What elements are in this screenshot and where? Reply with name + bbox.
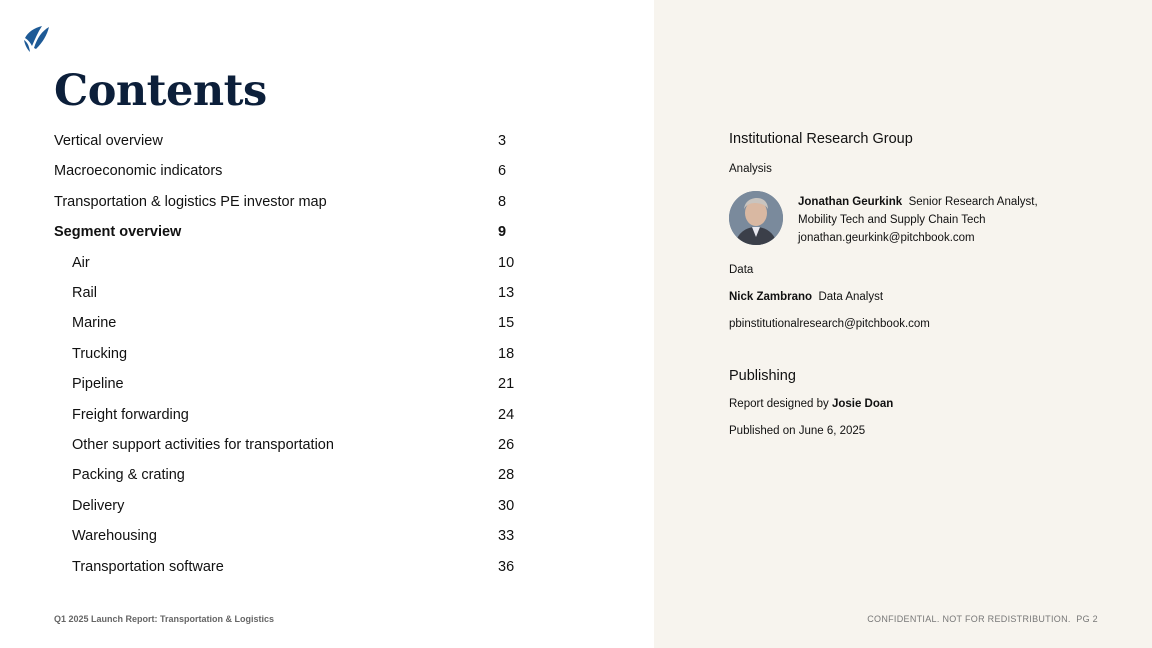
toc-label: Transportation software	[72, 558, 224, 575]
footer-confidential: CONFIDENTIAL. NOT FOR REDISTRIBUTION. PG 2	[867, 614, 1098, 624]
data-analyst-name: Nick Zambrano	[729, 291, 813, 303]
research-group-heading: Institutional Research Group	[729, 131, 913, 147]
toc-label: Air	[72, 254, 90, 271]
designed-by-line	[729, 398, 893, 410]
analysis-label: Analysis	[729, 163, 772, 175]
group-email[interactable]: pbinstitutionalresearch@pitchbook.com	[729, 318, 930, 330]
footer-report-title: Q1 2025 Launch Report: Transportation & Logistics	[54, 614, 275, 624]
toc-page-number: 30	[498, 497, 515, 514]
pitchbook-logo-icon	[22, 24, 50, 54]
toc-label: Rail	[72, 285, 97, 301]
toc-page-number: 10	[498, 254, 515, 271]
published-date: Published on June 6, 2025	[729, 425, 866, 437]
toc-page-number: 9	[498, 224, 507, 241]
analyst-title: Senior Research Analyst,	[908, 196, 1038, 208]
toc-label: Trucking	[72, 345, 128, 362]
toc-row[interactable]	[54, 373, 514, 395]
toc-row[interactable]	[54, 312, 514, 334]
toc-page-number: 13	[498, 285, 515, 301]
toc-page-number: 24	[498, 406, 515, 423]
toc-label: Freight forwarding	[72, 406, 189, 423]
toc-row[interactable]	[54, 404, 514, 426]
toc-page-number: 33	[498, 528, 515, 545]
toc-label: Packing & crating	[72, 467, 185, 484]
analyst-title-line2: Mobility Tech and Supply Chain Tech	[798, 214, 986, 226]
toc-row[interactable]	[54, 282, 514, 304]
toc-label: Transportation & logistics PE investor map	[54, 193, 327, 210]
publishing-heading: Publishing	[729, 368, 796, 384]
toc-page-number: 21	[498, 376, 515, 393]
analyst-name: Jonathan Geurkink	[798, 196, 903, 208]
toc-page-number: 36	[498, 558, 515, 575]
designed-by-prefix: Report designed by	[729, 398, 829, 410]
toc-row[interactable]	[54, 495, 514, 517]
toc-label: Macroeconomic indicators	[54, 163, 223, 180]
toc-label: Other support activities for transportation	[72, 437, 334, 453]
toc-row[interactable]	[54, 343, 514, 365]
analyst-avatar	[729, 191, 783, 245]
toc-page-number: 28	[498, 467, 515, 484]
toc-label: Vertical overview	[54, 133, 163, 149]
toc-label: Warehousing	[72, 528, 157, 545]
toc-row[interactable]	[54, 221, 514, 243]
toc-row[interactable]	[54, 434, 514, 456]
toc-row[interactable]	[54, 556, 514, 578]
toc-label: Pipeline	[72, 376, 124, 393]
toc-label: Marine	[72, 315, 117, 332]
toc-page-number: 26	[498, 437, 515, 453]
data-analyst-title: Data Analyst	[818, 291, 884, 303]
toc-row[interactable]	[54, 252, 514, 274]
toc-label: Segment overview	[54, 224, 182, 241]
toc-page-number: 15	[498, 315, 515, 332]
toc-page-number: 3	[498, 133, 507, 149]
designer-name: Josie Doan	[831, 398, 894, 410]
toc-row[interactable]	[54, 160, 514, 182]
toc-row[interactable]	[54, 130, 514, 152]
data-label: Data	[729, 264, 754, 276]
toc-page-number: 8	[498, 193, 507, 210]
toc-label: Delivery	[72, 497, 125, 514]
data-analyst-line	[729, 291, 883, 303]
toc-page-number: 18	[498, 345, 515, 362]
toc-row[interactable]	[54, 191, 514, 213]
page-title: Contents	[54, 66, 267, 116]
toc-row[interactable]	[54, 525, 514, 547]
analyst-info	[798, 193, 1038, 247]
toc-page-number: 6	[498, 163, 507, 180]
toc-row[interactable]	[54, 464, 514, 486]
analyst-email[interactable]: jonathan.geurkink@pitchbook.com	[798, 232, 975, 244]
